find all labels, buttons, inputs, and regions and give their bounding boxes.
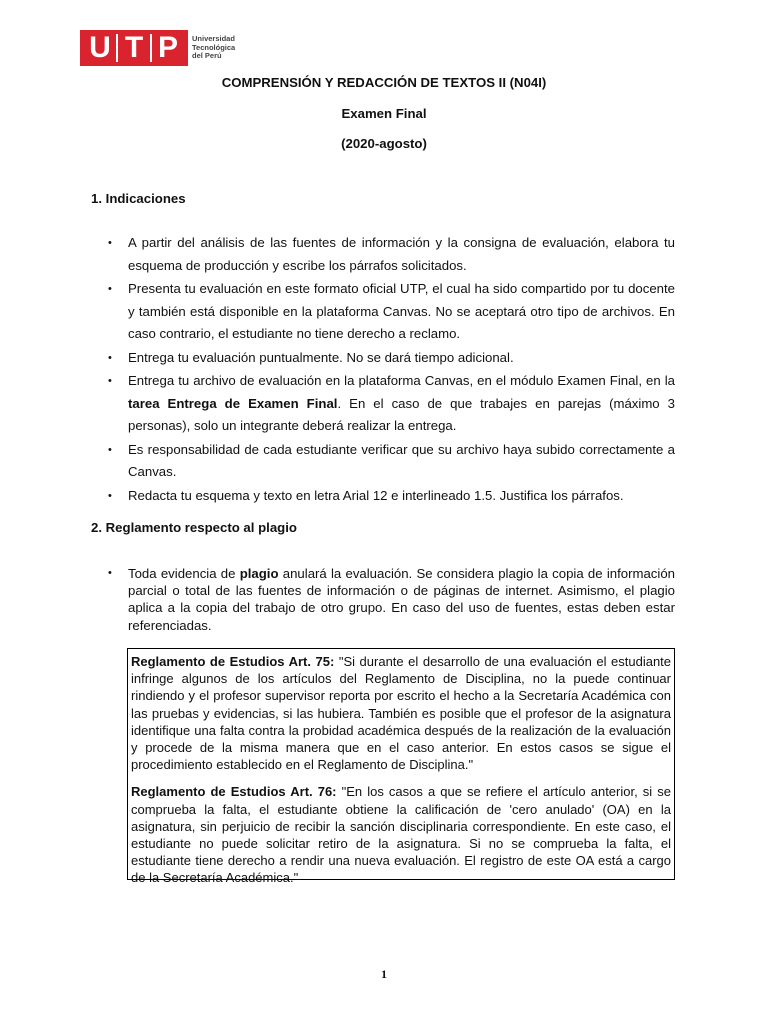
list-item-text: Toda evidencia de [128, 566, 240, 581]
list-item: • Presenta tu evaluación en este formato oficial UTP, el cual ha sido compartido por tu docente y también está disponible en la plataforma Canvas. No se aceptará otro tipo de archivos. En caso contrario, el estudiante no tiene derecho a reclamo. [128, 278, 675, 346]
list-item-bold-text: tarea Entrega de Examen Final [128, 395, 338, 411]
list-item [128, 370, 675, 438]
section-plagio-title: 2. Reglamento respecto al plagio [91, 520, 297, 535]
list-item-text: Entrega tu archivo de evaluación en la plataforma Canvas, en el módulo Examen Final, en la [128, 373, 675, 388]
list-item: • Redacta tu esquema y texto en letra Arial 12 e interlineado 1.5. Justifica los párrafos. [128, 485, 675, 508]
reglamento-art-76 [131, 783, 671, 886]
art-75-text: "Si durante el desarrollo de una evaluación el estudiante infringe algunos de los artículos del Reglamento de Disciplina, no la puede continuar rindiendo y el profesor supervisor reporta por escrito el hecho a la Secretaría Académica con las pruebas y evidencias, si las hubiera. También es posible que el profesor de la asignatura identifique una falta contra la probidad académica después de la realización de la evaluación y procede de la misma manera que en el caso anterior. En estos casos se sigue el procedimiento establecido en el Reglamento de Disciplina." [131, 654, 672, 773]
logo-separator [150, 34, 152, 62]
logo-line-2: Tecnológica [192, 42, 236, 52]
indicaciones-list [128, 232, 675, 508]
list-item [128, 565, 675, 634]
plagio-list [128, 565, 675, 635]
art-76-label: Reglamento de Estudios Art. 76: [131, 784, 337, 800]
list-item: • Es responsabilidad de cada estudiante verificar que su archivo haya subido correctamente a Canvas. [128, 439, 675, 484]
logo-separator [116, 34, 118, 62]
logo-letter-u: U [89, 31, 111, 64]
list-item-text: . En el caso de que trabajes en parejas (máximo 3 personas), solo un integrante deberá realizar la entrega. [128, 395, 676, 433]
list-item: • Entrega tu evaluación puntualmente. No se dará tiempo adicional. [128, 347, 675, 370]
utp-logo-block [80, 30, 188, 66]
logo-line-1: Universidad [192, 34, 235, 44]
document-subtitle: Examen Final [341, 106, 427, 121]
page-number: 1 [381, 967, 387, 981]
logo-university-name [192, 35, 235, 61]
reglamento-art-75 [131, 653, 671, 773]
list-item-bold-text: plagio [239, 566, 279, 581]
art-76-text: "En los casos a que se refiere el artículo anterior, si se comprueba la falta, el estudiante obtiene la calificación de 'cero anulado' (OA) en la asignatura, sin perjuicio de recibir la sanción disciplinaria correspondiente. En este caso, el estudiante no puede solicitar retiro de la asignatura. Si no se comprueba la falta, el estudiante tiene derecho a rendir una nueva evaluación. El registro de este OA está a cargo de la Secretaría Académica." [131, 784, 671, 886]
logo-letter-t: T [124, 31, 144, 64]
list-item: • A partir del análisis de las fuentes de información y la consigna de evaluación, elabora tu esquema de producción y escribe los párrafos solicitados. [128, 232, 675, 277]
logo-letter-p: P [157, 31, 178, 64]
utp-logo [80, 30, 235, 66]
logo-line-3: del Perú [192, 51, 222, 61]
document-title: COMPRENSIÓN Y REDACCIÓN DE TEXTOS II (N04I) [221, 75, 547, 90]
section-indicaciones-title: 1. Indicaciones [91, 191, 186, 206]
list-item-text: anulará la evaluación. Se considera plagio la copia de información parcial o total de las fuentes de información o de páginas de internet. Asimismo, el plagio aplica a la copia del trabajo de otro grupo. En caso del uso de fuentes, estas deben estar referenciadas. [128, 566, 675, 633]
document-period: (2020-agosto) [341, 136, 427, 151]
reglamento-box [127, 648, 675, 886]
art-75-label: Reglamento de Estudios Art. 75: [131, 654, 335, 669]
